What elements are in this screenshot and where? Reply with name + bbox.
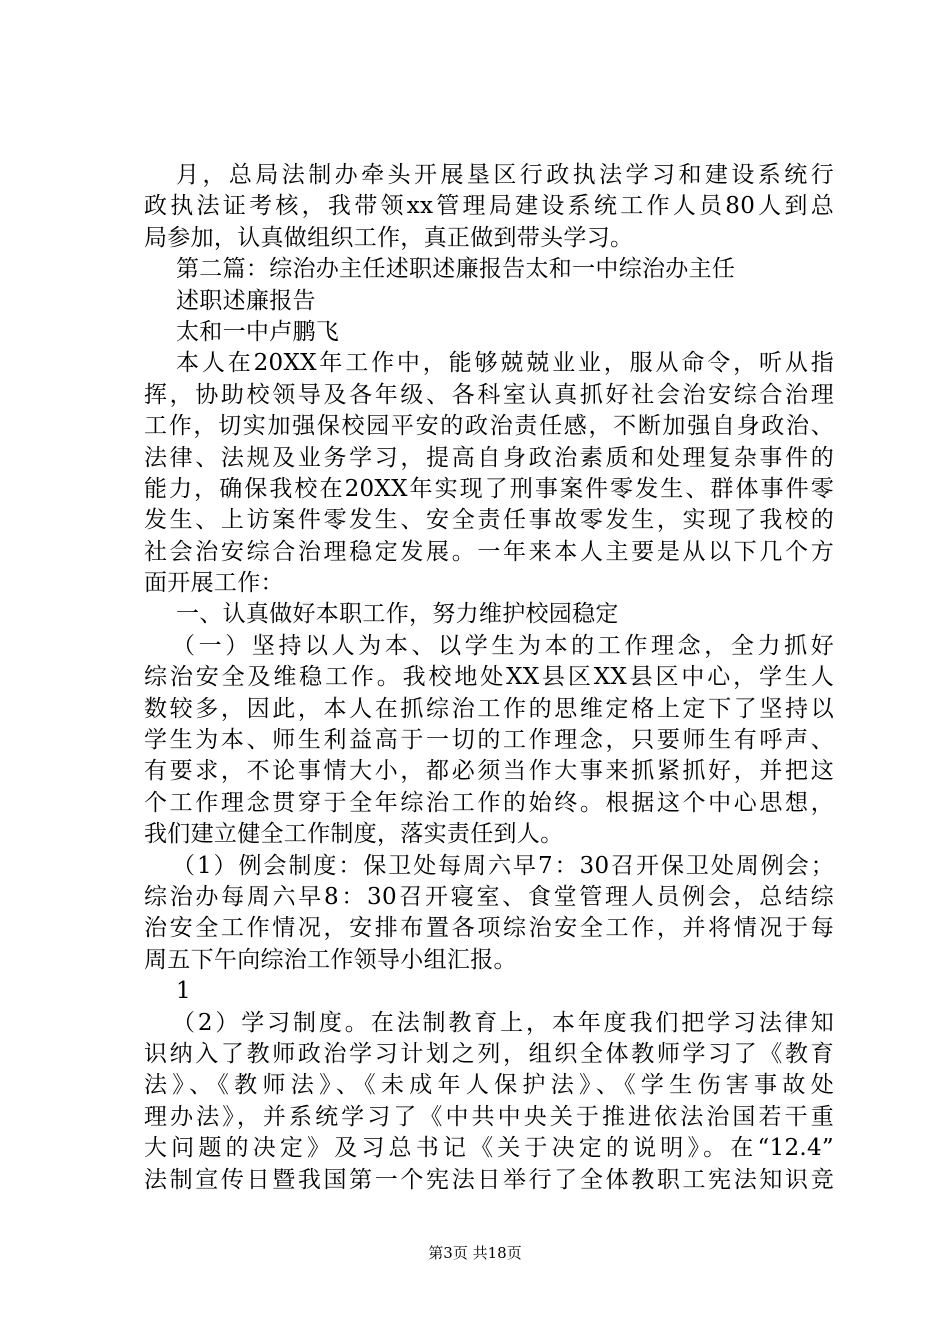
- text-line: 工作，切实加强保校园平安的政治责任感，不断加强自身政治、: [144, 413, 834, 440]
- text-line: 述职述廉报告: [176, 287, 316, 314]
- text-line: 发生、上访案件零发生、安全责任事故零发生，实现了我校的: [144, 507, 834, 534]
- text-line: 法制宣传日暨我国第一个宪法日举行了全体教职工宪法知识竞: [144, 1166, 834, 1193]
- text-line: 综治办每周六早8：30召开寝室、食堂管理人员例会，总结综: [144, 883, 834, 910]
- text-line: 理办法》，并系统学习了《中共中央关于推进依法治国若干重: [144, 1103, 834, 1130]
- text-line: 一、认真做好本职工作，努力维护校园稳定: [176, 601, 619, 628]
- text-line: 能力，确保我校在20XX年实现了刑事案件零发生、群体事件零: [144, 475, 834, 502]
- text-line: 局参加，认真做组织工作，真正做到带头学习。: [144, 224, 634, 251]
- text-line: 我们建立健全工作制度，落实责任到人。: [144, 821, 564, 848]
- text-line: 大问题的决定》及习总书记《关于决定的说明》。在“12.4”: [144, 1135, 834, 1162]
- page-indicator: 第3页 共18页: [428, 1244, 522, 1262]
- text-line: 挥，协助校领导及各年级、各科室认真抓好社会治安综合治理: [144, 381, 834, 408]
- text-line: 数较多，因此，本人在抓综治工作的思维定格上定下了坚持以: [144, 695, 834, 722]
- text-line: 第二篇：综治办主任述职述廉报告太和一中综治办主任: [176, 256, 736, 283]
- text-line: （1）例会制度：保卫处每周六早7：30召开保卫处周例会；: [172, 852, 834, 879]
- text-line: 识纳入了教师政治学习计划之列，组织全体教师学习了《教育: [144, 1040, 834, 1067]
- text-line: 综治安全及维稳工作。我校地处XX县区XX县区中心，学生人: [144, 664, 834, 691]
- text-line: 学生为本、师生利益高于一切的工作理念，只要师生有呼声、: [144, 727, 834, 754]
- text-line: 法》、《教师法》、《未成年人保护法》、《学生伤害事故处: [144, 1072, 834, 1099]
- text-line: 个工作理念贯穿于全年综治工作的始终。根据这个中心思想，: [144, 789, 834, 816]
- text-line: 法律、法规及业务学习，提高自身政治素质和处理复杂事件的: [144, 444, 834, 471]
- page-footer: [0, 1243, 950, 1263]
- text-line: 本人在20XX年工作中，能够兢兢业业，服从命令，听从指: [176, 350, 834, 377]
- text-line: 政执法证考核，我带领xx管理局建设系统工作人员80人到总: [144, 193, 834, 220]
- text-line: 月，总局法制办牵头开展垦区行政执法学习和建设系统行: [176, 162, 834, 188]
- document-body: [144, 160, 834, 1196]
- text-line: 有要求，不论事情大小，都必须当作大事来抓紧抓好，并把这: [144, 758, 834, 785]
- text-line: （一）坚持以人为本、以学生为本的工作理念，全力抓好: [172, 632, 834, 659]
- text-line: 面开展工作：: [144, 570, 284, 597]
- text-line: （2）学习制度。在法制教育上，本年度我们把学习法律知: [172, 1009, 834, 1036]
- text-line: 社会治安综合治理稳定发展。一年来本人主要是从以下几个方: [144, 538, 834, 565]
- text-line: 周五下午向综治工作领导小组汇报。: [144, 946, 517, 973]
- text-line: 1: [176, 978, 191, 1005]
- text-line: 太和一中卢鹏飞: [176, 318, 340, 345]
- text-line: 治安全工作情况，安排布置各项综治安全工作，并将情况于每: [144, 915, 834, 942]
